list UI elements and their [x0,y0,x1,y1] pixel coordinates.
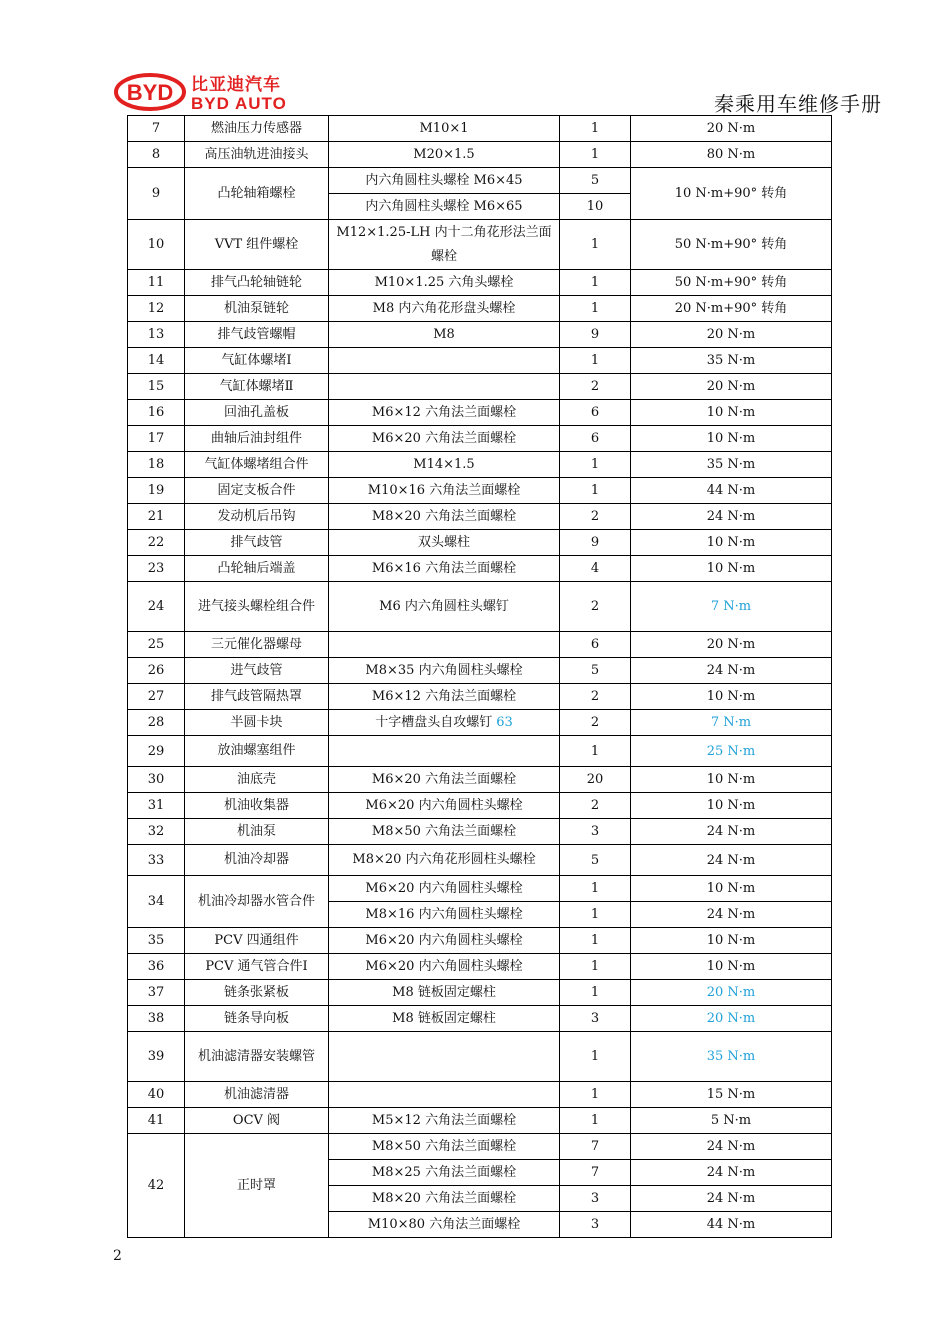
table-row [128,954,832,980]
part-name: 机油滤清器安装螺管 [185,1032,329,1082]
brand-cn: 比亚迪汽车 [191,75,281,95]
quantity: 1 [560,876,631,902]
fastener-spec [329,684,560,710]
torque-value: 10 N·m [631,954,832,980]
item-number: 15 [128,374,185,400]
part-name: 排气歧管螺帽 [185,322,329,348]
torque-value: 35 N·m [631,348,832,374]
table-row [128,142,832,168]
fastener-spec-text: M8×20 六角法兰面螺栓 [371,1190,517,1206]
torque-value: 24 N·m [631,1186,832,1212]
fastener-spec-text: M8×16 内六角圆柱头螺栓 [365,906,523,922]
item-number: 8 [128,142,185,168]
part-name: VVT 组件螺栓 [185,220,329,270]
fastener-spec [329,1212,560,1238]
item-number: 23 [128,556,185,582]
item-number: 37 [128,980,185,1006]
table-row [128,220,832,270]
quantity: 2 [560,793,631,819]
quantity: 7 [560,1134,631,1160]
brand-en: BYD AUTO [191,94,287,112]
quantity: 1 [560,116,631,142]
torque-value: 20 N·m [631,1006,832,1032]
fastener-spec-text: M8×20 内六角花形圆柱头螺栓 [352,852,536,867]
item-number: 29 [128,736,185,767]
quantity: 4 [560,556,631,582]
part-name: 放油螺塞组件 [185,736,329,767]
part-name: 三元催化器螺母 [185,632,329,658]
part-name: 机油收集器 [185,793,329,819]
item-number: 10 [128,220,185,270]
torque-value: 20 N·m+90° 转角 [631,296,832,322]
table-row [128,374,832,400]
table-row [128,736,832,767]
fastener-spec-text: M10×80 六角法兰面螺栓 [367,1216,521,1232]
fastener-spec [329,504,560,530]
table-row [128,845,832,876]
torque-value: 35 N·m [631,1032,832,1082]
part-name: 排气歧管隔热罩 [185,684,329,710]
byd-logo [114,72,298,112]
fastener-spec [329,928,560,954]
page-number: 2 [113,1248,122,1264]
part-name: 气缸体螺堵Ⅱ [185,374,329,400]
item-number: 30 [128,767,185,793]
torque-value: 24 N·m [631,658,832,684]
item-number: 28 [128,710,185,736]
fastener-spec-text: M8 内六角花形盘头螺栓 [372,300,516,316]
torque-value: 10 N·m [631,928,832,954]
fastener-spec-text: M6×20 六角法兰面螺栓 [371,771,517,787]
table-row [128,684,832,710]
table-row [128,400,832,426]
item-number: 32 [128,819,185,845]
fastener-spec-text: M6×20 内六角圆柱头螺栓 [365,932,523,948]
part-name: 气缸体螺堵组合件 [185,452,329,478]
quantity: 1 [560,142,631,168]
fastener-spec [329,954,560,980]
fastener-spec [329,556,560,582]
fastener-spec-text: M8×50 六角法兰面螺栓 [371,1138,517,1154]
fastener-spec-text: M6×20 六角法兰面螺栓 [371,430,517,446]
fastener-spec [329,1134,560,1160]
table-row [128,168,832,194]
part-name: 排气歧管 [185,530,329,556]
quantity: 3 [560,1006,631,1032]
item-number: 35 [128,928,185,954]
table-row [128,582,832,632]
fastener-spec-text: M8×20 六角法兰面螺栓 [371,508,517,524]
torque-value: 10 N·m [631,530,832,556]
quantity: 1 [560,1032,631,1082]
torque-value: 15 N·m [631,1082,832,1108]
part-name: 燃油压力传感器 [185,116,329,142]
table-row [128,632,832,658]
item-number: 17 [128,426,185,452]
torque-value: 5 N·m [631,1108,832,1134]
torque-value: 20 N·m [631,322,832,348]
part-name: 机油泵 [185,819,329,845]
table-row [128,793,832,819]
torque-value: 50 N·m+90° 转角 [631,220,832,270]
fastener-spec [329,1032,560,1082]
torque-value: 24 N·m [631,819,832,845]
table-row [128,556,832,582]
table-row [128,876,832,902]
fastener-spec [329,1186,560,1212]
fastener-spec [329,220,560,270]
item-number: 14 [128,348,185,374]
torque-value: 10 N·m [631,556,832,582]
fastener-spec-text: M10×16 六角法兰面螺栓 [367,482,521,498]
table-row [128,1006,832,1032]
part-name: 高压油轨进油接头 [185,142,329,168]
quantity: 5 [560,168,631,194]
item-number: 40 [128,1082,185,1108]
fastener-spec [329,980,560,1006]
fastener-spec [329,902,560,928]
fastener-spec [329,845,560,876]
fastener-spec-text: 双头螺柱 [417,534,470,550]
table-row [128,530,832,556]
part-name: 凸轮轴箱螺栓 [185,168,329,220]
item-number: 31 [128,793,185,819]
table-row [128,1108,832,1134]
table-row [128,767,832,793]
item-number: 26 [128,658,185,684]
torque-value: 24 N·m [631,1160,832,1186]
item-number: 24 [128,582,185,632]
quantity: 5 [560,658,631,684]
torque-value: 10 N·m [631,767,832,793]
fastener-spec [329,400,560,426]
fastener-spec-text: 十字槽盘头自攻螺钉 [375,714,493,730]
part-name: 链条导向板 [185,1006,329,1032]
fastener-spec [329,116,560,142]
fastener-spec-text: 内六角圆柱头螺栓 M6×65 [365,198,523,214]
torque-value: 44 N·m [631,478,832,504]
torque-value: 10 N·m [631,400,832,426]
item-number: 25 [128,632,185,658]
fastener-spec [329,1160,560,1186]
torque-value: 24 N·m [631,1134,832,1160]
fastener-spec [329,142,560,168]
fastener-spec [329,322,560,348]
fastener-spec-text: M10×1 [419,120,469,136]
fastener-spec-text: M8×50 六角法兰面螺栓 [371,823,517,839]
fastener-spec [329,876,560,902]
torque-value: 44 N·m [631,1212,832,1238]
quantity: 1 [560,220,631,270]
torque-value: 35 N·m [631,452,832,478]
fastener-spec [329,348,560,374]
fastener-spec [329,658,560,684]
fastener-spec-text: M12×1.25-LH 内十二角花形法兰面螺栓 [336,224,552,264]
fastener-spec-text: M20×1.5 [413,146,475,162]
quantity: 2 [560,710,631,736]
part-name: PCV 通气管合件Ⅰ [185,954,329,980]
torque-value: 20 N·m [631,632,832,658]
torque-value: 24 N·m [631,902,832,928]
fastener-spec [329,168,560,194]
table-row [128,928,832,954]
fastener-spec-text: M6×20 内六角圆柱头螺栓 [365,880,523,896]
quantity: 1 [560,902,631,928]
torque-value: 7 N·m [631,710,832,736]
part-name: 机油冷却器 [185,845,329,876]
torque-value: 24 N·m [631,845,832,876]
quantity: 3 [560,1186,631,1212]
table-row [128,1134,832,1160]
quantity: 6 [560,400,631,426]
item-number: 33 [128,845,185,876]
fastener-spec-text: M8×35 内六角圆柱头螺栓 [365,662,523,678]
part-name: 机油泵链轮 [185,296,329,322]
part-name: 发动机后吊钩 [185,504,329,530]
quantity: 1 [560,1108,631,1134]
quantity: 1 [560,928,631,954]
fastener-spec-text: M8 [433,326,455,342]
item-number: 18 [128,452,185,478]
part-name: 固定支板合件 [185,478,329,504]
torque-value: 25 N·m [631,736,832,767]
fastener-spec [329,530,560,556]
part-name: 进气歧管 [185,658,329,684]
quantity: 2 [560,582,631,632]
item-number: 22 [128,530,185,556]
quantity: 10 [560,194,631,220]
item-number: 34 [128,876,185,928]
table-row [128,452,832,478]
part-name: OCV 阀 [185,1108,329,1134]
torque-value: 20 N·m [631,116,832,142]
item-number: 16 [128,400,185,426]
quantity: 6 [560,632,631,658]
quantity: 2 [560,684,631,710]
table-row [128,658,832,684]
part-name: 进气接头螺栓组合件 [185,582,329,632]
fastener-spec-text: M6 内六角圆柱头螺钉 [379,598,509,614]
fastener-spec-text: M5×12 六角法兰面螺栓 [371,1112,517,1128]
fastener-spec-text: M8 链板固定螺柱 [392,1010,496,1026]
quantity: 7 [560,1160,631,1186]
part-name: 气缸体螺堵Ⅰ [185,348,329,374]
quantity: 1 [560,954,631,980]
part-name: PCV 四通组件 [185,928,329,954]
fastener-spec [329,632,560,658]
part-name: 回油孔盖板 [185,400,329,426]
torque-value: 10 N·m [631,426,832,452]
item-number: 41 [128,1108,185,1134]
fastener-spec [329,452,560,478]
table-row [128,348,832,374]
item-number: 36 [128,954,185,980]
quantity: 2 [560,374,631,400]
fastener-spec-text: M14×1.5 [413,456,475,472]
item-number: 12 [128,296,185,322]
fastener-spec-note: 63 [496,714,513,730]
quantity: 1 [560,348,631,374]
torque-value: 10 N·m [631,876,832,902]
item-number: 42 [128,1134,185,1238]
part-name: 凸轮轴后端盖 [185,556,329,582]
fastener-spec-text: M8 链板固定螺柱 [392,984,496,1000]
quantity: 20 [560,767,631,793]
fastener-spec [329,819,560,845]
table-row [128,296,832,322]
fastener-spec [329,582,560,632]
torque-value: 10 N·m+90° 转角 [631,168,832,220]
quantity: 6 [560,426,631,452]
fastener-spec [329,478,560,504]
table-row [128,819,832,845]
table-row [128,270,832,296]
item-number: 39 [128,1032,185,1082]
item-number: 38 [128,1006,185,1032]
fastener-spec-text: 内六角圆柱头螺栓 M6×45 [365,172,523,188]
table-row [128,116,832,142]
quantity: 1 [560,736,631,767]
quantity: 3 [560,1212,631,1238]
part-name: 机油冷却器水管合件 [185,876,329,928]
fastener-spec [329,374,560,400]
fastener-spec-text: M6×12 六角法兰面螺栓 [371,688,517,704]
quantity: 1 [560,980,631,1006]
quantity: 1 [560,478,631,504]
doc-title: 秦乘用车维修手册 [714,92,882,116]
fastener-spec [329,793,560,819]
torque-value: 20 N·m [631,980,832,1006]
logo-mark-text: BYD [126,80,174,105]
quantity: 1 [560,452,631,478]
item-number: 27 [128,684,185,710]
fastener-spec [329,1006,560,1032]
quantity: 1 [560,270,631,296]
quantity: 2 [560,504,631,530]
table-row [128,504,832,530]
table-row [128,322,832,348]
table-row [128,710,832,736]
torque-value: 20 N·m [631,374,832,400]
fastener-spec [329,194,560,220]
table-row [128,1082,832,1108]
part-name: 半圆卡块 [185,710,329,736]
item-number: 13 [128,322,185,348]
table-row [128,1032,832,1082]
part-name: 正时罩 [185,1134,329,1238]
part-name: 曲轴后油封组件 [185,426,329,452]
item-number: 11 [128,270,185,296]
item-number: 9 [128,168,185,220]
quantity: 9 [560,322,631,348]
fastener-spec [329,710,560,736]
table-row [128,980,832,1006]
fastener-spec-text: M6×12 六角法兰面螺栓 [371,404,517,420]
quantity: 1 [560,296,631,322]
fastener-spec [329,1108,560,1134]
quantity: 1 [560,1082,631,1108]
torque-value: 10 N·m [631,684,832,710]
fastener-spec-text: M6×20 内六角圆柱头螺栓 [365,797,523,813]
fastener-spec [329,270,560,296]
fastener-spec [329,736,560,767]
part-name: 链条张紧板 [185,980,329,1006]
fastener-spec-text: M10×1.25 六角头螺栓 [374,274,514,290]
fastener-spec [329,296,560,322]
item-number: 19 [128,478,185,504]
part-name: 油底壳 [185,767,329,793]
fastener-spec [329,426,560,452]
part-name: 排气凸轮轴链轮 [185,270,329,296]
quantity: 9 [560,530,631,556]
fastener-spec [329,1082,560,1108]
torque-value: 24 N·m [631,504,832,530]
torque-value: 80 N·m [631,142,832,168]
torque-value: 10 N·m [631,793,832,819]
table-row [128,426,832,452]
quantity: 3 [560,819,631,845]
fastener-spec [329,767,560,793]
torque-value: 50 N·m+90° 转角 [631,270,832,296]
fastener-spec-text: M6×20 内六角圆柱头螺栓 [365,958,523,974]
torque-value: 7 N·m [631,582,832,632]
quantity: 5 [560,845,631,876]
item-number: 7 [128,116,185,142]
fastener-spec-text: M8×25 六角法兰面螺栓 [371,1164,517,1180]
fastener-spec-text: M6×16 六角法兰面螺栓 [371,560,517,576]
item-number: 21 [128,504,185,530]
torque-spec-table [127,115,832,1238]
table-row [128,478,832,504]
part-name: 机油滤清器 [185,1082,329,1108]
